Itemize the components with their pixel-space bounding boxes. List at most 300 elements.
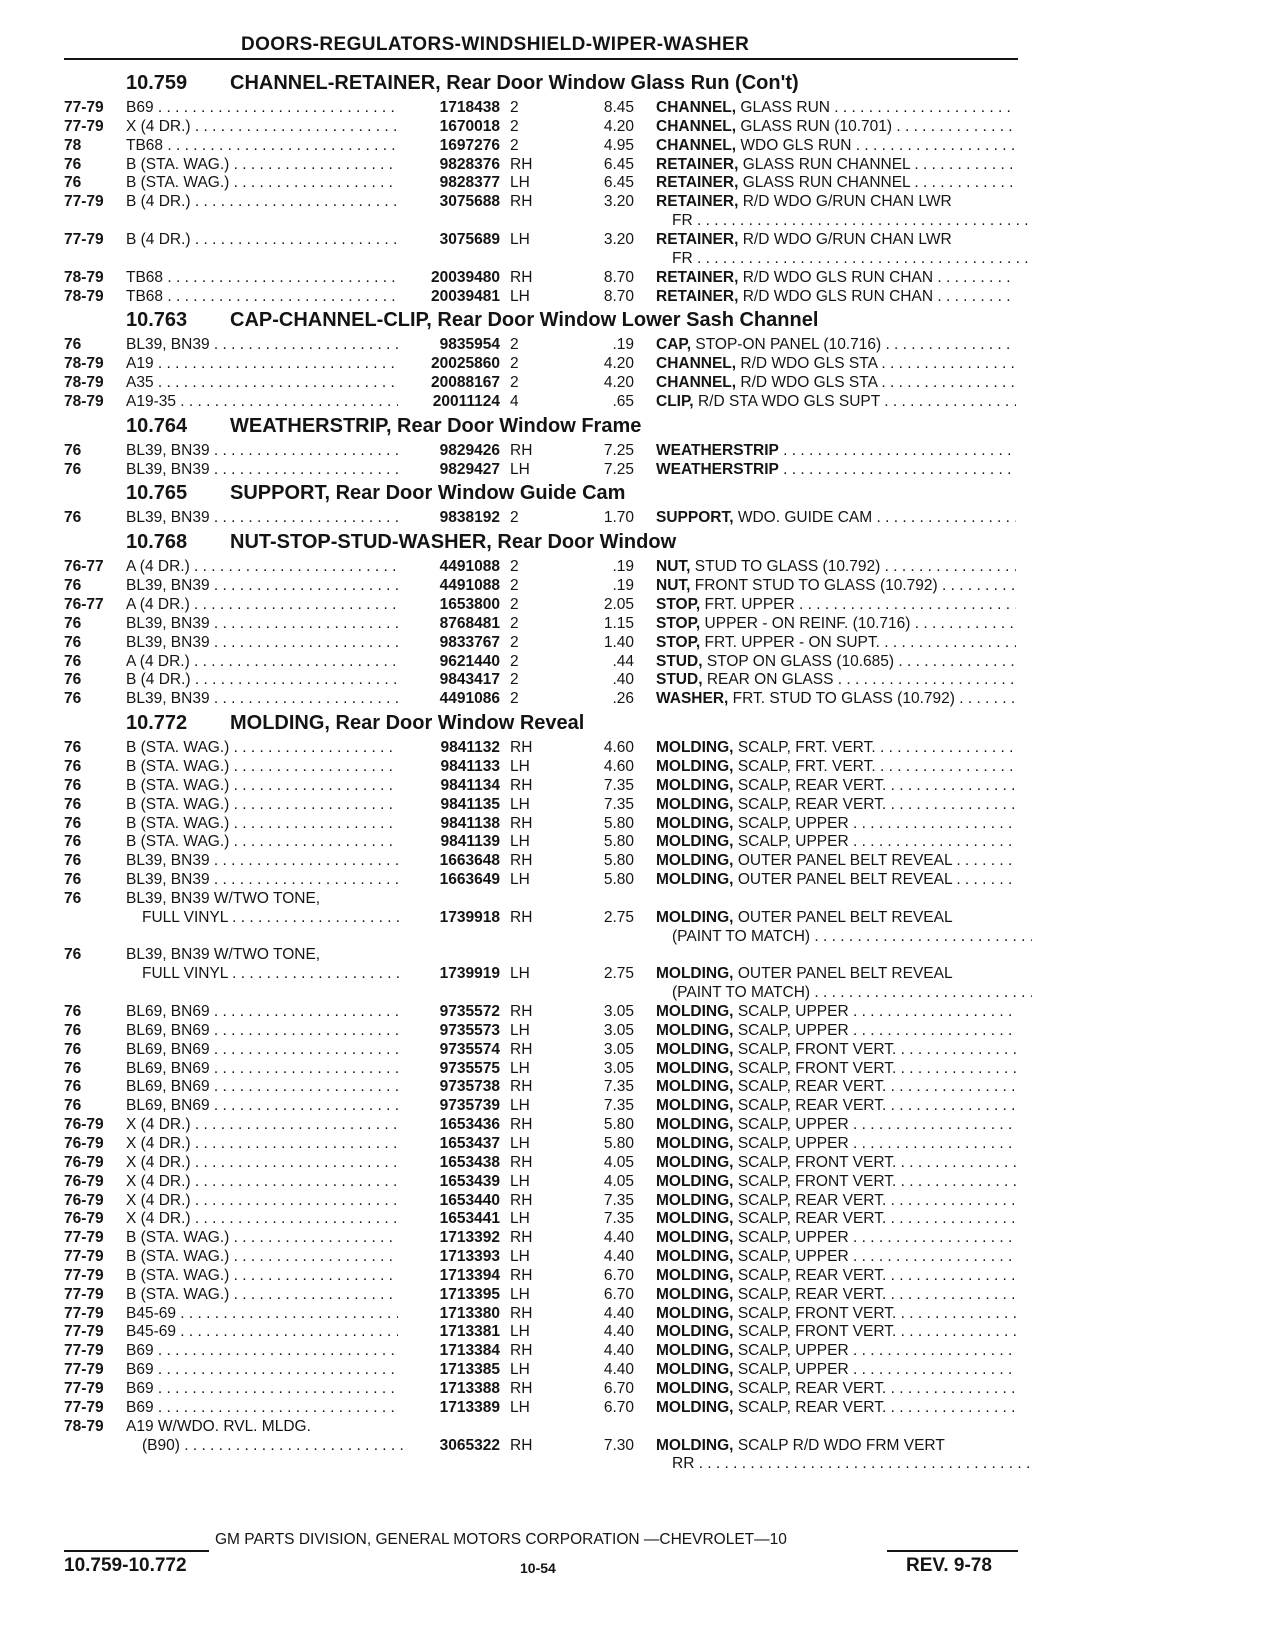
part-number-cell: 1718438 — [404, 98, 500, 117]
description-cell — [656, 1398, 1016, 1417]
footer-rule-right — [887, 1550, 1018, 1552]
description-text: FRONT STUD TO GLASS (10.792) — [694, 577, 938, 595]
quantity-cell: RH — [510, 1003, 533, 1020]
description-head: MOLDING, — [656, 757, 734, 775]
quantity-cell: RH — [510, 1191, 533, 1209]
description-cell — [656, 1059, 1016, 1078]
description-text: SCALP, FRONT VERT. — [737, 1040, 897, 1058]
year-cell: 76 — [64, 1078, 82, 1096]
section-title — [126, 482, 625, 505]
description-cell — [656, 98, 1016, 117]
year-cell: 77-79 — [64, 1229, 104, 1247]
description-head: CAP, — [656, 336, 692, 354]
description-text: R/D STA WDO GLS SUPT — [697, 392, 880, 410]
price-cell: .44 — [612, 652, 634, 670]
description-cell — [656, 1322, 1016, 1341]
section-title — [126, 72, 799, 95]
description-cell — [656, 1209, 1016, 1228]
description-head: RETAINER, — [656, 174, 739, 192]
year-cell: 76-79 — [64, 1191, 104, 1209]
price-cell: 6.70 — [603, 1266, 634, 1284]
section-name: NUT-STOP-STUD-WASHER, Rear Door Window — [230, 531, 677, 554]
description-head: MOLDING, — [656, 1248, 734, 1266]
footer-revision: REV. 9-78 — [906, 1555, 992, 1576]
description-text: SCALP R/D WDO FRM VERT — [737, 1436, 945, 1454]
price-cell: 5.80 — [603, 852, 634, 870]
quantity-cell: RH — [510, 155, 533, 173]
table-row — [0, 1172, 1280, 1191]
description-head: STUD, — [656, 671, 703, 689]
table-row — [0, 155, 1280, 174]
description-head: STOP, — [656, 633, 701, 651]
model-cell: BL39, BN39 . . . — [126, 576, 398, 595]
price-cell: 4.20 — [603, 374, 634, 392]
quantity-cell: LH — [510, 1398, 530, 1416]
section-name: MOLDING, Rear Door Window Reveal — [230, 712, 585, 735]
quantity-cell: LH — [510, 230, 530, 248]
description-text: WDO. GUIDE CAM — [737, 509, 873, 527]
part-number-cell: 9735738 — [404, 1077, 500, 1096]
table-row — [0, 1322, 1280, 1341]
description-head: MOLDING, — [656, 1191, 734, 1209]
year-cell: 76 — [64, 441, 82, 459]
description-head: MOLDING, — [656, 1172, 734, 1190]
model-cell: X (4 DR.) . . . — [126, 1172, 398, 1191]
description-text: UPPER - ON REINF. (10.716) — [704, 614, 911, 632]
table-row — [0, 1228, 1280, 1247]
description-cell — [656, 392, 1016, 411]
description-cell — [656, 136, 1016, 155]
part-number-cell: 20088167 — [404, 373, 500, 392]
description-head: CLIP, — [656, 392, 694, 410]
table-row — [0, 136, 1280, 155]
description-cell — [656, 1002, 1016, 1021]
model-cell: A (4 DR.) . . . — [126, 595, 398, 614]
description-cell — [656, 870, 1016, 889]
description-text: FRT. UPPER — [704, 596, 795, 613]
price-cell: 7.35 — [603, 1210, 634, 1228]
table-row — [0, 460, 1280, 479]
description-head: MOLDING, — [656, 1116, 734, 1134]
price-cell: 3.05 — [603, 1003, 634, 1020]
year-cell: 77-79 — [64, 1285, 104, 1303]
price-cell: 6.70 — [603, 1285, 634, 1303]
table-row — [0, 795, 1280, 814]
table-row — [0, 392, 1280, 411]
quantity-cell: RH — [510, 1436, 533, 1454]
part-number-cell: 20039480 — [404, 268, 500, 287]
quantity-cell: RH — [510, 776, 533, 794]
quantity-cell: 2 — [510, 99, 519, 116]
description-cell — [656, 964, 1016, 983]
footer-publisher: GM PARTS DIVISION, GENERAL MOTORS CORPORATION —CHEVROLET—10 — [215, 1531, 787, 1548]
description-head: MOLDING, — [656, 1398, 734, 1416]
price-cell: 4.05 — [603, 1153, 634, 1171]
description-cell — [656, 652, 1016, 671]
section-number: 10.763 — [126, 309, 188, 332]
part-number-cell: 9835954 — [404, 335, 500, 354]
table-row — [0, 230, 1280, 249]
description-cell — [656, 1266, 1016, 1285]
section-name: SUPPORT, Rear Door Window Guide Cam — [230, 482, 626, 505]
description-head: CHANNEL, — [656, 355, 737, 373]
description-text: SCALP, REAR VERT. — [737, 1097, 887, 1115]
table-row — [0, 757, 1280, 776]
price-cell: 8.70 — [603, 287, 634, 305]
year-cell: 76 — [64, 460, 82, 478]
model-cell: BL39, BN39 . . . — [126, 614, 398, 633]
model-cell: A (4 DR.) . . . — [126, 557, 398, 576]
description-head: CHANNEL, — [656, 117, 737, 135]
part-number-cell: 9843417 — [404, 670, 500, 689]
table-row — [0, 1096, 1280, 1115]
year-cell: 76 — [64, 690, 82, 708]
table-row — [0, 98, 1280, 117]
price-cell: 7.35 — [603, 776, 634, 794]
model-cell: BL69, BN69 . . . — [126, 1059, 398, 1078]
table-row — [0, 814, 1280, 833]
section-number: 10.764 — [126, 414, 188, 437]
year-cell: 76-79 — [64, 1210, 104, 1228]
description-text: SCALP, UPPER — [737, 1003, 849, 1020]
model-cell: BL69, BN69 . . . — [126, 1096, 398, 1115]
description-cell — [656, 908, 1016, 927]
description-text: R/D WDO GLS STA — [740, 374, 878, 392]
year-cell: 76 — [64, 336, 82, 354]
model-cell: B69 . . . — [126, 1341, 398, 1360]
description-cell — [656, 1247, 1016, 1266]
price-cell: .40 — [612, 671, 634, 689]
description-head: WASHER, — [656, 690, 729, 708]
quantity-cell: RH — [510, 268, 533, 286]
description-text: FRT. STUD TO GLASS (10.792) — [732, 690, 955, 708]
description-cell — [656, 1341, 1016, 1360]
price-cell: 4.40 — [603, 1342, 634, 1360]
model-cell: B69 . . . — [126, 1398, 398, 1417]
year-cell: 76 — [64, 814, 82, 832]
model-cell: B69 . . . — [126, 1360, 398, 1379]
price-cell: 4.20 — [603, 355, 634, 373]
model-cell: B69 . . . — [126, 1379, 398, 1398]
description-cell — [656, 117, 1016, 136]
year-cell: 78 — [64, 136, 82, 154]
price-cell: 6.70 — [603, 1380, 634, 1397]
description-text: WDO GLS RUN — [740, 136, 852, 154]
description-head: MOLDING, — [656, 1153, 734, 1171]
part-number-cell: 9838192 — [404, 508, 500, 527]
part-number-cell: 1713385 — [404, 1360, 500, 1379]
description-text: OUTER PANEL BELT REVEAL — [737, 908, 953, 926]
quantity-cell: LH — [510, 833, 530, 851]
description-head: STUD, — [656, 652, 703, 670]
price-cell: 1.40 — [603, 633, 634, 651]
model-cell: X (4 DR.) . . . — [126, 1115, 398, 1134]
table-row — [0, 1021, 1280, 1040]
quantity-cell: RH — [510, 852, 533, 870]
description-head: MOLDING, — [656, 833, 734, 851]
description-head: MOLDING, — [656, 1285, 734, 1303]
quantity-cell: 2 — [510, 136, 519, 154]
section-name: WEATHERSTRIP, Rear Door Window Frame — [230, 414, 642, 437]
part-number-cell: 4491088 — [404, 557, 500, 576]
description-continuation: FR . . . — [672, 211, 1032, 230]
table-row — [0, 1209, 1280, 1228]
description-head: RETAINER, — [656, 287, 739, 305]
year-cell: 76-77 — [64, 558, 104, 576]
description-head: MOLDING, — [656, 1210, 734, 1228]
section-number: 10.765 — [126, 482, 188, 505]
description-head: MOLDING, — [656, 739, 734, 757]
part-number-cell: 1653439 — [404, 1172, 500, 1191]
section-title — [126, 415, 641, 438]
description-head: MOLDING, — [656, 776, 734, 794]
description-head: MOLDING, — [656, 1304, 734, 1322]
description-text: STUD TO GLASS (10.792) — [694, 558, 881, 576]
model-cell: X (4 DR.) . . . — [126, 1134, 398, 1153]
description-cell — [656, 576, 1016, 595]
table-row-prefix — [0, 889, 1280, 908]
description-cell — [656, 1436, 1016, 1455]
table-row — [0, 192, 1280, 211]
description-text: OUTER PANEL BELT REVEAL — [737, 965, 953, 983]
quantity-cell: LH — [510, 965, 530, 983]
description-text: SCALP, UPPER — [737, 1342, 849, 1360]
description-text: SCALP, UPPER — [737, 1229, 849, 1247]
part-number-cell: 3075688 — [404, 192, 500, 211]
description-continuation: (PAINT TO MATCH) . . . — [672, 983, 1032, 1002]
model-cell: B (STA. WAG.) . . . — [126, 832, 398, 851]
quantity-cell: 2 — [510, 652, 519, 670]
description-head: MOLDING, — [656, 871, 734, 889]
price-cell: 2.05 — [603, 596, 634, 613]
year-cell: 77-79 — [64, 1248, 104, 1266]
model-cell: BL39, BN39 . . . — [126, 508, 398, 527]
price-cell: 8.70 — [603, 268, 634, 286]
description-cell — [656, 757, 1016, 776]
table-row — [0, 1379, 1280, 1398]
year-cell: 76 — [64, 1021, 82, 1039]
description-text: SCALP, FRONT VERT. — [737, 1323, 897, 1341]
description-cell — [656, 1077, 1016, 1096]
price-cell: 5.80 — [603, 1116, 634, 1134]
table-row — [0, 1002, 1280, 1021]
description-cell — [656, 776, 1016, 795]
description-cell — [656, 1172, 1016, 1191]
table-row — [0, 1285, 1280, 1304]
description-head: MOLDING, — [656, 795, 734, 813]
description-text: R/D WDO GLS RUN CHAN — [742, 268, 934, 286]
description-text: R/D WDO GLS STA — [740, 355, 878, 373]
description-text: GLASS RUN (10.701) — [740, 117, 893, 135]
part-number-cell: 1653440 — [404, 1191, 500, 1210]
section-title — [126, 531, 676, 554]
description-cell — [656, 689, 1016, 708]
table-row — [0, 1134, 1280, 1153]
model-cell: B (4 DR.) . . . — [126, 230, 398, 249]
quantity-cell: LH — [510, 1172, 530, 1190]
model-cell: FULL VINYL . . . — [126, 908, 414, 927]
model-cell: BL69, BN69 . . . — [126, 1002, 398, 1021]
model-cell: BL69, BN69 . . . — [126, 1021, 398, 1040]
part-number-cell: 20011124 — [404, 392, 500, 411]
description-head: RETAINER, — [656, 230, 739, 248]
part-number-cell: 1713389 — [404, 1398, 500, 1417]
footer-section-range: 10.759-10.772 — [64, 1555, 187, 1576]
year-cell: 76 — [64, 614, 82, 632]
model-cell: BL39, BN39 . . . — [126, 689, 398, 708]
table-row — [0, 441, 1280, 460]
part-number-cell: 1713381 — [404, 1322, 500, 1341]
year-cell: 78-79 — [64, 268, 104, 286]
quantity-cell: RH — [510, 1116, 533, 1134]
description-text: R/D WDO G/RUN CHAN LWR — [742, 230, 952, 248]
description-text: SCALP, REAR VERT. — [737, 776, 887, 794]
year-cell: 77-79 — [64, 1342, 104, 1360]
model-cell: B (STA. WAG.) . . . — [126, 1285, 398, 1304]
model-cell: A19-35 . . . — [126, 392, 398, 411]
year-cell: 76 — [64, 889, 82, 907]
year-cell: 77-79 — [64, 1398, 104, 1416]
quantity-cell: 2 — [510, 374, 519, 392]
description-text: SCALP, FRT. VERT. — [737, 757, 876, 775]
description-text: FRT. UPPER - ON SUPT. — [704, 633, 880, 651]
part-number-cell: 20039481 — [404, 287, 500, 306]
description-cell — [656, 335, 1016, 354]
table-row — [0, 832, 1280, 851]
description-cell — [656, 1379, 1016, 1398]
price-cell: .19 — [612, 558, 634, 576]
description-cell — [656, 1021, 1016, 1040]
part-number-cell: 1713392 — [404, 1228, 500, 1247]
model-cell: BL39, BN39 . . . — [126, 335, 398, 354]
description-head: STOP, — [656, 596, 701, 613]
quantity-cell: LH — [510, 1285, 530, 1303]
quantity-cell: LH — [510, 1097, 530, 1115]
model-cell: BL39, BN39 W/TWO TONE, — [126, 946, 321, 964]
description-text: SCALP, REAR VERT. — [737, 1398, 887, 1416]
quantity-cell: LH — [510, 1021, 530, 1039]
model-cell: BL39, BN39 . . . — [126, 870, 398, 889]
description-cell — [656, 795, 1016, 814]
year-cell: 78-79 — [64, 374, 104, 392]
price-cell: 7.35 — [603, 1097, 634, 1115]
description-head: SUPPORT, — [656, 509, 734, 527]
description-cell — [656, 633, 1016, 652]
description-head: WEATHERSTRIP — [656, 441, 779, 459]
description-cell — [656, 373, 1016, 392]
quantity-cell: 2 — [510, 596, 519, 613]
header-rule — [64, 58, 1018, 60]
table-row — [0, 614, 1280, 633]
model-cell: BL69, BN69 . . . — [126, 1077, 398, 1096]
model-cell: FULL VINYL . . . — [126, 964, 414, 983]
description-head: MOLDING, — [656, 1059, 734, 1077]
description-cell — [656, 460, 1016, 479]
footer-page-number: 10-54 — [520, 1560, 556, 1576]
section-number: 10.768 — [126, 531, 188, 554]
price-cell: 3.20 — [603, 193, 634, 211]
year-cell: 76 — [64, 946, 82, 964]
model-cell: X (4 DR.) . . . — [126, 1191, 398, 1210]
price-cell: .19 — [612, 336, 634, 354]
description-cell — [656, 354, 1016, 373]
part-number-cell: 9841133 — [404, 757, 500, 776]
price-cell: 4.95 — [603, 136, 634, 154]
price-cell: 7.35 — [603, 795, 634, 813]
quantity-cell: LH — [510, 460, 530, 478]
model-cell: B (STA. WAG.) . . . — [126, 155, 398, 174]
model-cell: TB68 . . . — [126, 136, 398, 155]
description-cell — [656, 738, 1016, 757]
year-cell: 76 — [64, 652, 82, 670]
year-cell: 78-79 — [64, 392, 104, 410]
year-cell: 77-79 — [64, 1380, 104, 1397]
section-name: CHANNEL-RETAINER, Rear Door Window Glass Run (Con't) — [230, 72, 799, 94]
part-number-cell: 9828376 — [404, 155, 500, 174]
part-number-cell: 9735739 — [404, 1096, 500, 1115]
price-cell: 2.75 — [603, 908, 634, 926]
quantity-cell: RH — [510, 1078, 533, 1096]
description-continuation: FR . . . — [672, 249, 1032, 268]
description-head: MOLDING, — [656, 1361, 734, 1379]
quantity-cell: LH — [510, 287, 530, 305]
table-row-continuation — [0, 983, 1280, 1002]
quantity-cell: 2 — [510, 671, 519, 689]
description-cell — [656, 287, 1016, 306]
price-cell: 7.25 — [603, 460, 634, 478]
description-text: SCALP, REAR VERT. — [737, 1266, 887, 1284]
price-cell: 4.40 — [603, 1229, 634, 1247]
description-cell — [656, 1134, 1016, 1153]
price-cell: 5.80 — [603, 1134, 634, 1152]
model-cell: BL39, BN39 . . . — [126, 851, 398, 870]
model-cell: B (STA. WAG.) . . . — [126, 776, 398, 795]
table-row-continuation — [0, 927, 1280, 946]
table-row — [0, 689, 1280, 708]
description-text: SCALP, REAR VERT. — [737, 1191, 887, 1209]
quantity-cell: LH — [510, 1361, 530, 1379]
description-head: WEATHERSTRIP — [656, 460, 779, 478]
price-cell: 4.60 — [603, 739, 634, 757]
table-row — [0, 1040, 1280, 1059]
year-cell: 76 — [64, 833, 82, 851]
year-cell: 76 — [64, 174, 82, 192]
table-row-prefix — [0, 1417, 1280, 1436]
part-number-cell: 4491088 — [404, 576, 500, 595]
part-number-cell: 3065322 — [404, 1436, 500, 1455]
table-row — [0, 1266, 1280, 1285]
model-cell: B (4 DR.) . . . — [126, 670, 398, 689]
description-text: SCALP, REAR VERT. — [737, 795, 887, 813]
description-cell — [656, 173, 1016, 192]
table-row — [0, 633, 1280, 652]
description-head: MOLDING, — [656, 814, 734, 832]
part-number-cell: 1713393 — [404, 1247, 500, 1266]
price-cell: 2.75 — [603, 965, 634, 983]
description-cell — [656, 1360, 1016, 1379]
year-cell: 76 — [64, 1040, 82, 1058]
quantity-cell: RH — [510, 193, 533, 211]
price-cell: 7.35 — [603, 1191, 634, 1209]
part-number-cell: 9841139 — [404, 832, 500, 851]
part-number-cell: 1739918 — [404, 908, 500, 927]
description-cell — [656, 557, 1016, 576]
year-cell: 77-79 — [64, 1266, 104, 1284]
description-head: MOLDING, — [656, 1436, 734, 1454]
table-row — [0, 776, 1280, 795]
price-cell: 7.35 — [603, 1078, 634, 1096]
description-cell — [656, 155, 1016, 174]
